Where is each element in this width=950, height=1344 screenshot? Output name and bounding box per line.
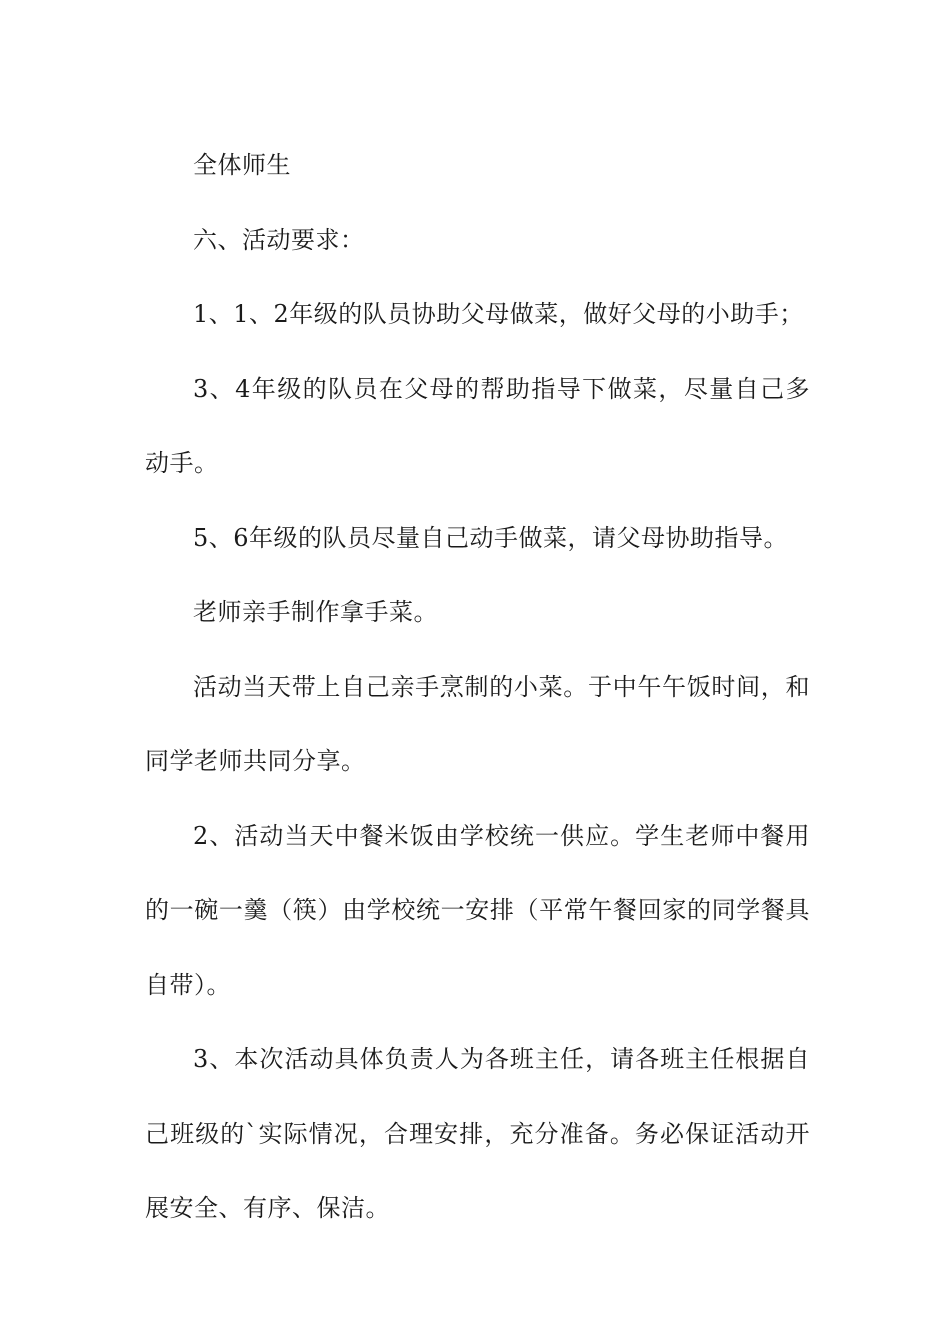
paragraph-teachers: 老师亲手制作拿手菜。	[193, 598, 438, 626]
paragraph-audience: 全体师生	[193, 151, 291, 179]
section-heading-requirements: 六、活动要求：	[193, 225, 365, 254]
paragraph-responsibility: 3、本次活动具体负责人为各班主任，请各班主任根据自己班级的`实际情况，合理安排，充分准备。务必保证活动开展安全、有序、保洁。	[145, 1045, 810, 1222]
paragraph-sharing: 活动当天带上自己亲手烹制的小菜。于中午午饭时间，和同学老师共同分享。	[145, 672, 810, 775]
paragraph-lunch: 2、活动当天中餐米饭由学校统一供应。学生老师中餐用的一碗一羹（筷）由学校统一安排（平常午餐回家的同学餐具自带）。	[145, 821, 810, 999]
document-body	[145, 128, 810, 1246]
paragraph-grade-5-6: 5、6年级的队员尽量自己动手做菜，请父母协助指导。	[193, 523, 789, 552]
paragraph-grade-3-4: 3、4年级的队员在父母的帮助指导下做菜，尽量自己多动手。	[145, 374, 810, 477]
paragraph-grade-1-2: 1、1、2年级的队员协助父母做菜，做好父母的小助手；	[193, 300, 804, 328]
